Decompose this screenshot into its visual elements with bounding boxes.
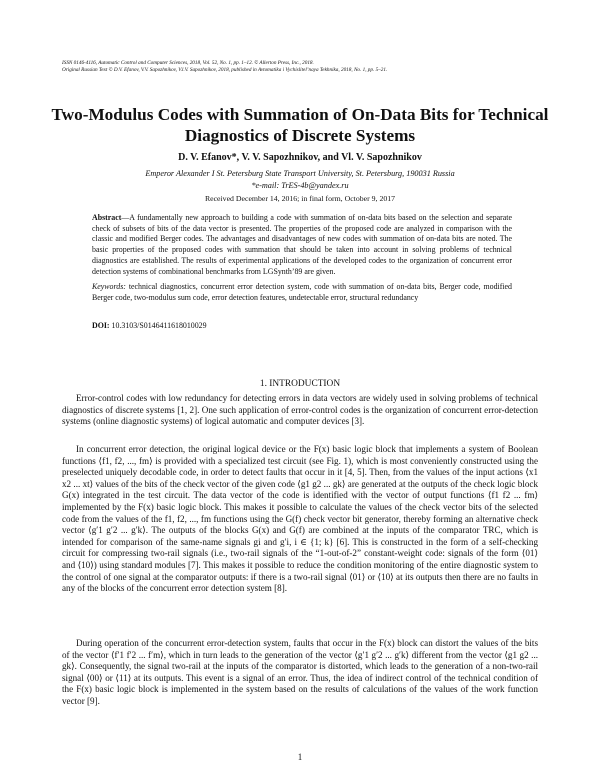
affiliation: Emperor Alexander I St. Petersburg State Transport University, St. Petersburg, 190031 Russia xyxy=(145,169,455,178)
abstract-label: Abstract xyxy=(92,213,122,222)
doi-label: DOI: xyxy=(92,321,110,330)
paper-title: Two-Modulus Codes with Summation of On-Data Bits for Technical Diagnostics of Discrete Systems xyxy=(51,105,549,145)
journal-header-line-2: Original Russian Text © D.V. Efanov, V.V. Sapozhnikov, V.l.V. Sapozhnikov, 2018, published in Avtomatika i Vychislitel’naya Tekhnika, 2018, No. 1, pp. 5–21. xyxy=(62,67,388,73)
abstract-text: —A fundamentally new approach to building a code with summation of on-data bits based on the selection and separate check of subsets of bits of the data vector is presented. The properties of the proposed code are analyzed in comparison with the classic and modified Berger codes. The advantages and disadvantages of new codes with summation of on-data bits are noted. The basic properties of the proposed codes with summation that should be taken into account in solving problems of technical diagnostics are established. The results of experimental applications of the developed codes to the organization of concurrent error detection systems of combinational benchmarks from LGSynth’89 are given. xyxy=(92,213,512,276)
authors: D. V. Efanov*, V. V. Sapozhnikov, and Vl. V. Sapozhnikov xyxy=(178,152,422,163)
page-number: 1 xyxy=(297,752,303,762)
intro-paragraph: Error-control codes with low redundancy for detecting errors in data vectors are widely used in solving problems of technical diagnostics of discrete systems [1, 2]. One such application of error-control codes is the organization of concurrent error-detection systems (online diagnostic systems) of logical automatic and computer devices [3]. xyxy=(62,393,538,427)
doi-text: 10.3103/S0146411618010029 xyxy=(109,321,207,330)
keywords xyxy=(92,282,512,303)
keywords-text: technical diagnostics, concurrent error detection system, code with summation of on-data bits, Berger code, modified Berger code, two-modulus sum code, error detection features, undetectable error, structural redundancy xyxy=(92,282,512,302)
doi xyxy=(92,321,512,332)
intro-paragraph: During operation of the concurrent error-detection system, faults that occur in the F(x) block can distort the values of the bits of the vector ⟨f′1 f′2 ... f′m⟩, which in turn leads to the generation of the vector ⟨g′1 g′2 ... g′k⟩ different from the vector ⟨g1 g2 ... gk⟩. Consequently, the signal two-rail at the inputs of the comparator is distorted, which leads to the generation of a non-two-rail signal ⟨00⟩ or ⟨11⟩ at its outputs. This event is a signal of an error. Thus, the idea of indirect control of the technical condition of the F(x) basic logic block is implemented in the system based on the results of calculations of the values of the work function vector [9]. xyxy=(62,638,538,706)
abstract xyxy=(92,213,512,277)
intro-paragraph: In concurrent error detection, the original logical device or the F(x) basic logic block that implements a system of Boolean functions ⟨f1, f2, ..., fm⟩ is provided with a specialized test circuit (see Fig. 1), which is most conveniently constructed using the preselected uniquely decodable code, in order to detect faults that occur in it [4, 5]. Then, from the values of the input actions ⟨x1 x2 ... xt⟩ values of the bits of the check vector of the given code ⟨g1 g2 ... gk⟩ are generated at the outputs of the check logic block G(x) integrated in the test circuit. The data vector of the code is identified with the vector of output functions ⟨f1 f2 ... fm⟩ implemented by the F(x) basic logic block. This makes it possible to calculate the values of the check vector bits of the selected code from the values of the f1, f2, ..., fm functions using the G(f) check vector bit generator, thereby forming an alternative check vector ⟨g′1 g′2 ... g′k⟩. The outputs of the blocks G(x) and G(f) are combined at the inputs of the comparator TRC, which is intended for comparison of the same-name signals gi and g′i, i ∈ {1; k} [6]. This is constructed in the form of a self-checking circuit for compressing two-rail signals (i.e., two-rail signals of the “1-out-of-2” constant-weight code: signals of the form ⟨01⟩ and ⟨10⟩) using standard modules [7]. This makes it possible to reduce the condition monitoring of the entire diagnostic system to the control of one signal at the comparator outputs: if there is a two-rail signal ⟨01⟩ or ⟨10⟩ at its outputs then there are no faults in any of the blocks of the concurrent error detection system [8]. xyxy=(62,444,538,594)
section-heading: 1. INTRODUCTION xyxy=(259,379,341,389)
email: *e-mail: TrES-4b@yandex.ru xyxy=(251,181,349,190)
received-dates: Received December 14, 2016; in final form, October 9, 2017 xyxy=(204,194,396,203)
journal-header-line-1: ISSN 0146-4116, Automatic Control and Computer Sciences, 2018, Vol. 52, No. 1, pp. 1–12. © Allerton Press, Inc., 2018. xyxy=(62,60,314,66)
keywords-label: Keywords: xyxy=(92,282,126,291)
